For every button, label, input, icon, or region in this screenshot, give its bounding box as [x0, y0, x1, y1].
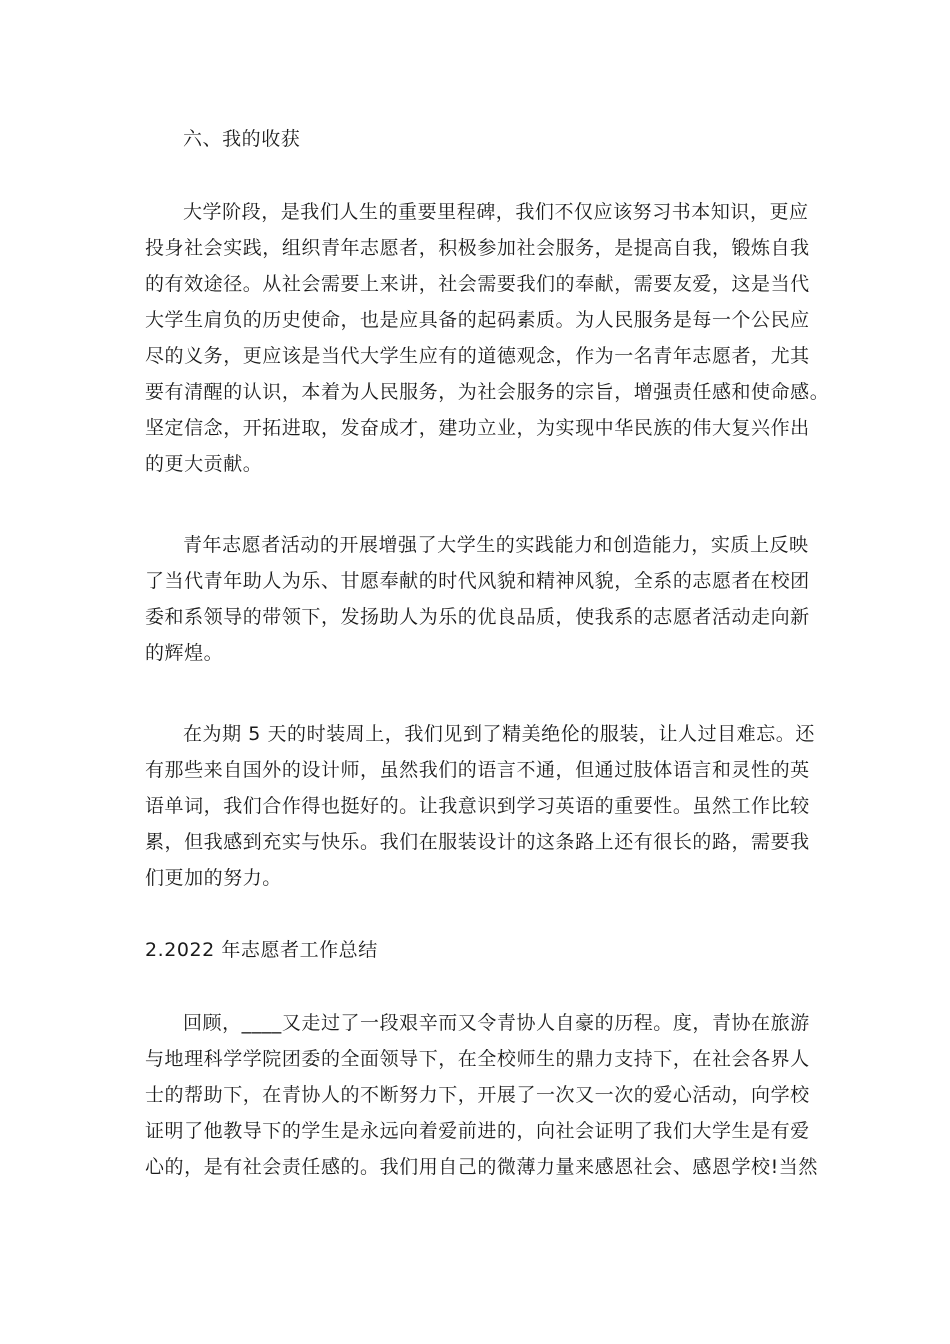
paragraph-line: 大学生肩负的历史使命，也是应具备的起码素质。为人民服务是每一个公民应 [145, 309, 810, 331]
paragraph-line: 要有清醒的认识，本着为人民服务，为社会服务的宗旨，增强责任感和使命感。 [145, 381, 830, 403]
paragraph-line: 委和系领导的带领下，发扬助人为乐的优良品质，使我系的志愿者活动走向新 [145, 606, 810, 628]
paragraph-line: 了当代青年助人为乐、甘愿奉献的时代风貌和精神风貌，全系的志愿者在校团 [145, 570, 810, 592]
paragraph-line: 与地理科学学院团委的全面领导下，在全校师生的鼎力支持下，在社会各界人 [145, 1048, 810, 1070]
paragraph-line: 语单词，我们合作得也挺好的。让我意识到学习英语的重要性。虽然工作比较 [145, 795, 810, 817]
paragraph-line: 证明了他教导下的学生是永远向着爱前进的，向社会证明了我们大学生是有爱 [145, 1120, 810, 1142]
paragraph-line: 们更加的努力。 [145, 867, 282, 889]
paragraph-line: 的更大贡献。 [145, 453, 263, 475]
paragraph-line: 有那些来自国外的设计师，虽然我们的语言不通，但通过肢体语言和灵性的英 [145, 759, 810, 781]
paragraph-line: 累，但我感到充实与快乐。我们在服装设计的这条路上还有很长的路，需要我 [145, 831, 810, 853]
section-title: 2.2022 年志愿者工作总结 [145, 939, 378, 961]
paragraph-line: 大学阶段，是我们人生的重要里程碑，我们不仅应该努习书本知识，更应 [183, 201, 809, 223]
paragraph-line: 回顾，____又走过了一段艰辛而又令青协人自豪的历程。度，青协在旅游 [183, 1012, 810, 1034]
paragraph-line: 坚定信念，开拓进取，发奋成才，建功立业，为实现中华民族的伟大复兴作出 [145, 417, 810, 439]
paragraph-line: 心的，是有社会责任感的。我们用自己的微薄力量来感恩社会、感恩学校!当然 [145, 1156, 818, 1178]
section-heading: 六、我的收获 [183, 128, 301, 150]
paragraph-line: 的有效途径。从社会需要上来讲，社会需要我们的奉献，需要友爱，这是当代 [145, 273, 810, 295]
paragraph-line: 在为期 5 天的时装周上，我们见到了精美绝伦的服装，让人过目难忘。还 [183, 723, 815, 745]
paragraph-line: 尽的义务，更应该是当代大学生应有的道德观念，作为一名青年志愿者，尤其 [145, 345, 810, 367]
paragraph-line: 投身社会实践，组织青年志愿者，积极参加社会服务，是提高自我，锻炼自我 [145, 237, 810, 259]
paragraph-line: 青年志愿者活动的开展增强了大学生的实践能力和创造能力，实质上反映 [183, 534, 809, 556]
paragraph-line: 的辉煌。 [145, 642, 224, 664]
paragraph-line: 士的帮助下，在青协人的不断努力下，开展了一次又一次的爱心活动，向学校 [145, 1084, 810, 1106]
